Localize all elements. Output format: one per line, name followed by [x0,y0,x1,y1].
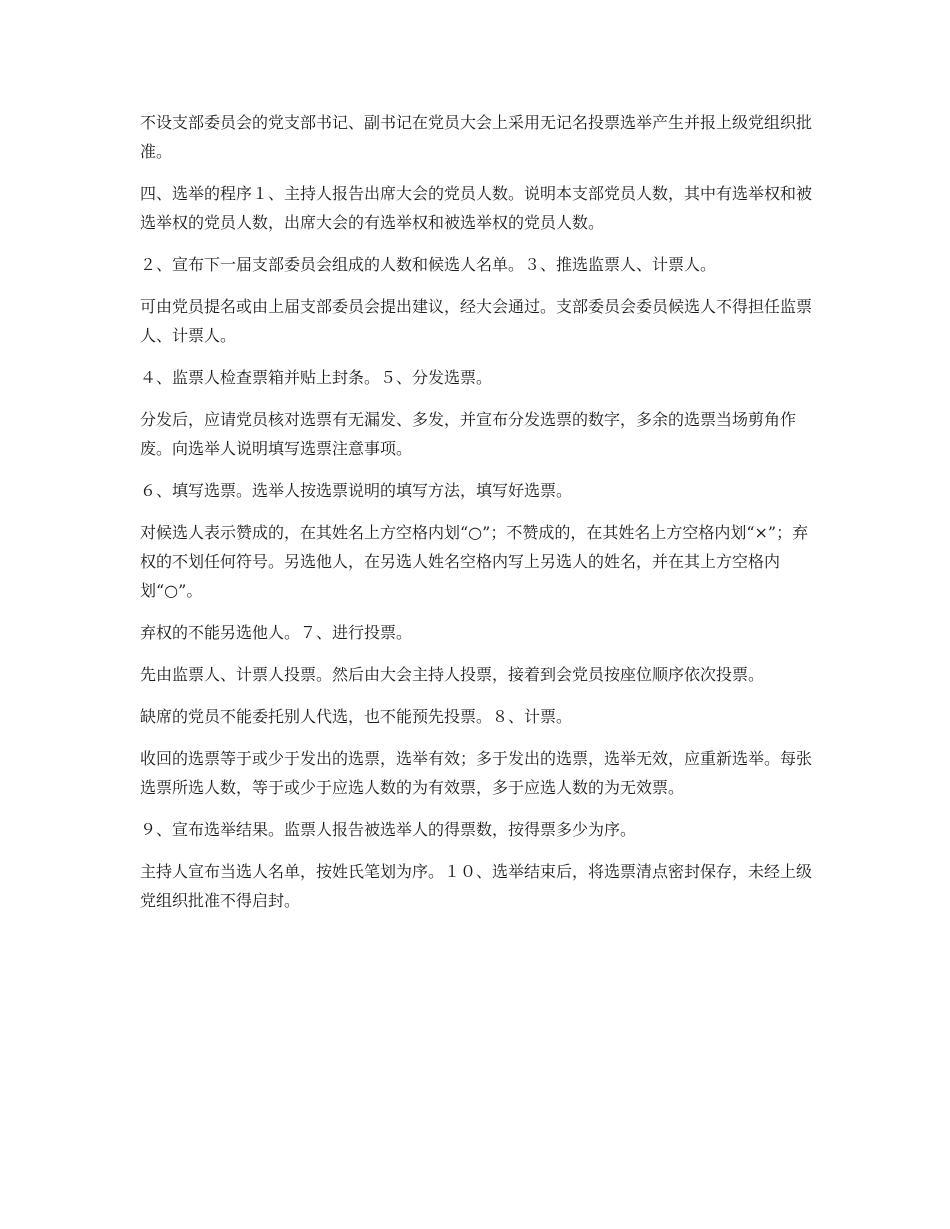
paragraph-step-8: 缺席的党员不能委托别人代选，也不能预先投票。８、计票。 [140,707,573,726]
document-body [140,108,812,928]
paragraph-ballot-validity: 收回的选票等于或少于发出的选票，选举有效；多于发出的选票，选举无效，应重新选举。每张选票所选人数，等于或少于应选人数的为有效票，多于应选人数的为无效票。 [140,749,813,797]
paragraph-voting-order: 先由监票人、计票人投票。然后由大会主持人投票，接着到会党员按座位顺序依次投票。 [140,665,765,684]
paragraph-step-9: ９、宣布选举结果。监票人报告被选举人的得票数，按得票多少为序。 [140,820,637,839]
paragraph-scrutineer-nomination: 可由党员提名或由上届支部委员会提出建议，经大会通过。支部委员会委员候选人不得担任监票人、计票人。 [140,297,813,345]
paragraph-step-7: 弃权的不能另选他人。７、进行投票。 [140,623,413,642]
paragraph-step-10: 主持人宣布当选人名单，按姓氏笔划为序。１０、选举结束后，将选票清点密封保存，未经上级党组织批准不得启封。 [140,862,813,910]
paragraph-step-6: ６、填写选票。选举人按选票说明的填写方法，填写好选票。 [140,481,573,500]
paragraph-steps-2-3: ２、宣布下一届支部委员会组成的人数和候选人名单。３、推选监票人、计票人。 [140,255,717,274]
paragraph-steps-4-5: ４、监票人检查票箱并贴上封条。５、分发选票。 [140,368,493,387]
paragraph-election-procedure-step-1: 四、选举的程序１、主持人报告出席大会的党员人数。说明本支部党员人数，其中有选举权和被选举权的党员人数，出席大会的有选举权和被选举权的党员人数。 [140,184,813,232]
paragraph-branch-secretary-election: 不设支部委员会的党支部书记、副书记在党员大会上采用无记名投票选举产生并报上级党组织批准。 [140,113,813,161]
paragraph-ballot-distribution: 分发后，应请党员核对选票有无漏发、多发，并宣布分发选票的数字，多余的选票当场剪角作废。向选举人说明填写选票注意事项。 [140,410,797,458]
paragraph-ballot-marking: 对候选人表示赞成的，在其姓名上方空格内划“○”；不赞成的，在其姓名上方空格内划“×”；弃权的不划任何符号。另选他人，在另选人姓名空格内写上另选人的姓名，并在其上方空格内划“○”。 [140,523,809,600]
